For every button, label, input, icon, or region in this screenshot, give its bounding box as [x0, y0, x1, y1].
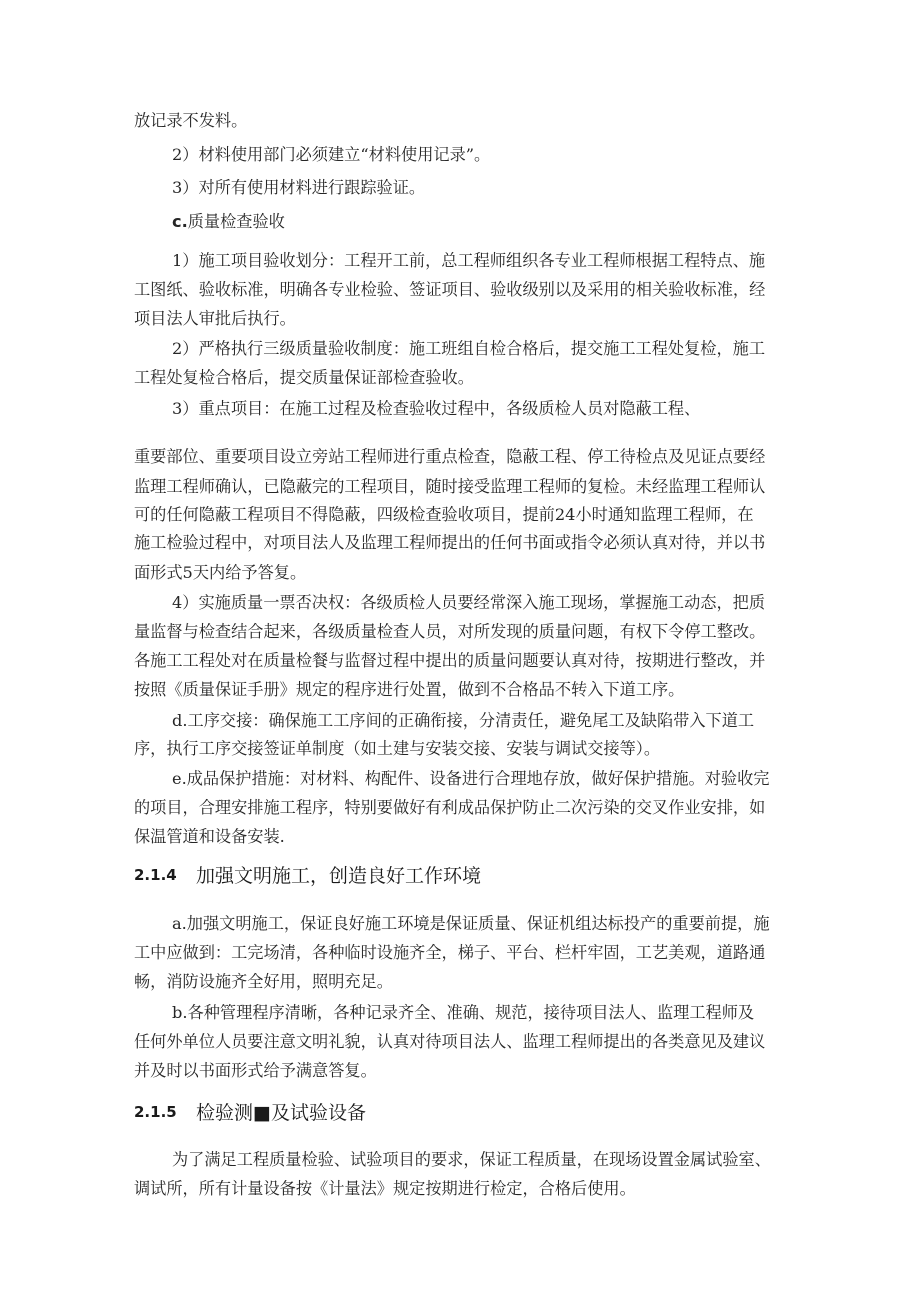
section-title: 加强文明施工，创造良好工作环境: [196, 865, 482, 887]
text-line: 4）实施质量一票否决权：各级质检人员要经常深入施工现场，掌握施工动态，把质: [172, 593, 766, 612]
section-number: 2.1.4: [134, 865, 177, 884]
text-line: 重要部位、重要项目设立旁站工程师进行重点检查，隐蔽工程、停工待检点及见证点要经: [134, 447, 766, 466]
text-line: 2）材料使用部门必须建立“材料使用记录”。: [172, 145, 491, 164]
text-line: 并及时以书面形式给予满意答复。: [134, 1061, 377, 1080]
text-line: 3）重点项目：在施工过程及检查验收过程中，各级质检人员对隐蔽工程、: [172, 399, 701, 418]
text-line: 按照《质量保证手册》规定的程序进行处置，做到不合格品不转入下道工序。: [134, 680, 685, 699]
subsection-c-marker: c.: [172, 212, 188, 231]
text-line: 面形式5天内给予答复。: [134, 563, 307, 582]
text-line: 量监督与检查结合起来，各级质量检查人员，对所发现的质量问题，有权下令停工整改。: [134, 622, 766, 641]
text-line: 3）对所有使用材料进行跟踪验证。: [172, 178, 426, 197]
text-line: 各施工工程处对在质量检餐与监督过程中提出的质量问题要认真对待，按期进行整改，并: [134, 651, 766, 670]
text-line: 1）施工项目验收划分：工程开工前，总工程师组织各专业工程师根据工程特点、施: [172, 251, 766, 270]
section-title: 检验测■及试验设备: [196, 1102, 366, 1124]
text-line: 2）严格执行三级质量验收制度：施工班组自检合格后，提交施工工程处复检，施工: [172, 339, 766, 358]
section-heading: [134, 1098, 366, 1125]
text-line: 可的任何隐蔽工程项目不得隐蔽，四级检查验收项目，提前24小时通知监理工程师，在: [134, 505, 754, 524]
text-line: 工程处复检合格后，提交质量保证部检查验收。: [134, 368, 474, 387]
text-line: a.加强文明施工，保证良好施工环境是保证质量、保证机组达标投产的重要前提，施: [172, 914, 770, 933]
text-line: d.工序交接：确保施工工序间的正确衔接，分清责任，避免尾工及缺陷带入下道工: [172, 711, 755, 730]
text-line: 为了满足工程质量检验、试验项目的要求，保证工程质量，在现场设置金属试验室、: [172, 1150, 771, 1169]
text-line: 序，执行工序交接签证单制度（如土建与安装交接、安装与调试交接等）。: [134, 739, 661, 758]
text-line: 的项目，合理安排施工程序，特别要做好有利成品保护防止二次污染的交叉作业安排，如: [134, 798, 766, 817]
subsection-c: [172, 211, 285, 233]
subsection-c-title: 质量检查验收: [187, 212, 285, 231]
section-number: 2.1.5: [134, 1102, 177, 1121]
text-line: 施工检验过程中，对项目法人及监理工程师提出的任何书面或指令必须认真对待，并以书: [134, 533, 766, 552]
text-line: 畅，消防设施齐全好用，照明充足。: [134, 972, 393, 991]
text-line: 放记录不发料。: [134, 111, 248, 130]
text-line: 项目法人审批后执行。: [134, 309, 296, 328]
section-heading: [134, 861, 481, 888]
text-line: 监理工程师确认，已隐蔽完的工程项目，随时接受监理工程师的复检。未经监理工程师认: [134, 477, 766, 496]
text-line: 保温管道和设备安装.: [134, 827, 285, 846]
text-line: e.成品保护措施：对材料、构配件、设备进行合理地存放，做好保护措施。对验收完: [172, 769, 770, 788]
text-line: 工中应做到：工完场清，各种临时设施齐全，梯子、平台、栏杆牢固，工艺美观，道路通: [134, 943, 766, 962]
text-line: 任何外单位人员要注意文明礼貌，认真对待项目法人、监理工程师提出的各类意见及建议: [134, 1032, 766, 1051]
text-line: b.各种管理程序清晰，各种记录齐全、准确、规范，接待项目法人、监理工程师及: [172, 1003, 755, 1022]
text-line: 调试所，所有计量设备按《计量法》规定按期进行检定，合格后使用。: [134, 1179, 636, 1198]
text-line: 工图纸、验收标准，明确各专业检验、签证项目、验收级别以及采用的相关验收标准，经: [134, 280, 766, 299]
